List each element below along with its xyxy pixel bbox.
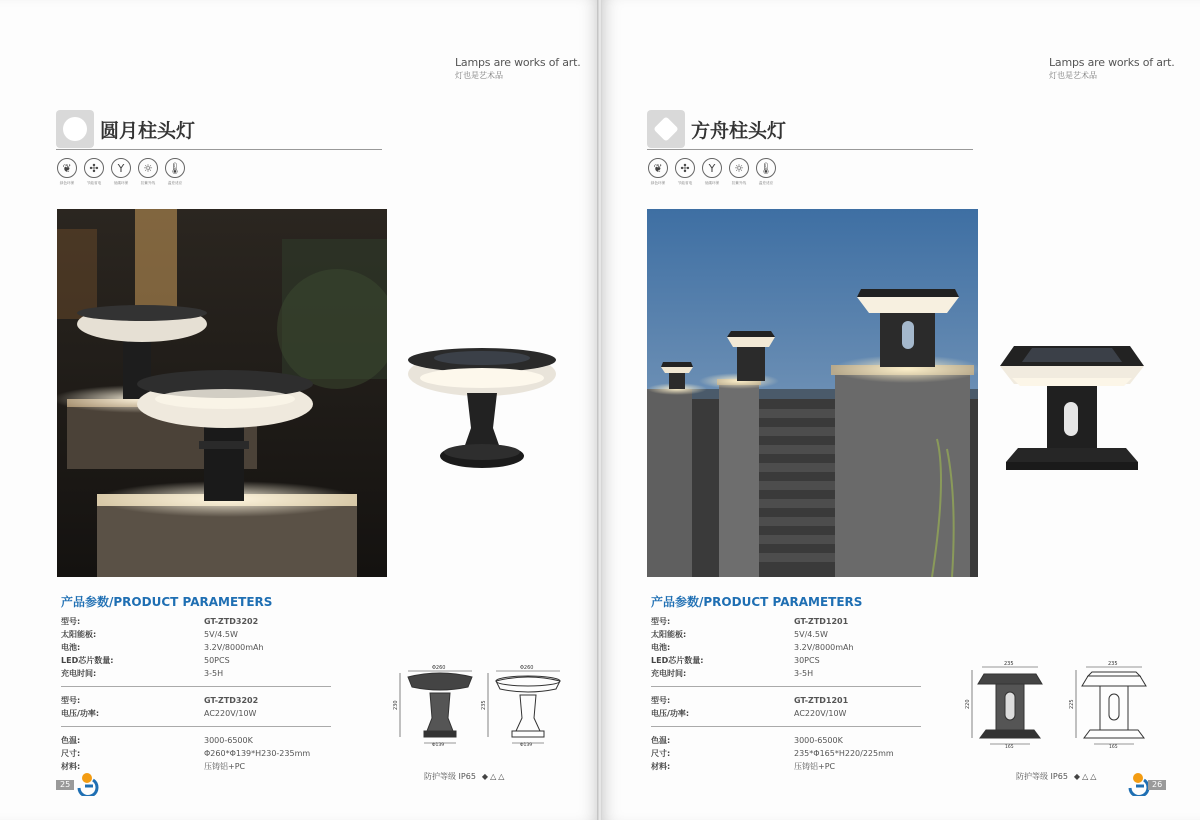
param-row: 充电时间: 3-5H <box>651 669 814 678</box>
ip-rating-text: 防护等级 IP65 <box>1016 772 1068 781</box>
product-title-block <box>647 110 973 150</box>
params-table <box>61 615 341 773</box>
diamond-icon: ◆ <box>481 772 489 781</box>
fan-icon: ✣ <box>84 158 104 178</box>
feature-thermometer: 🌡 温差适应 <box>756 158 776 186</box>
param-row: 尺寸: 235*Φ165*H220/225mm <box>651 749 894 758</box>
tagline <box>1049 56 1175 81</box>
feature-leaf: ❦ 绿色环保 <box>648 158 668 186</box>
warning-triangle-icon: △ <box>490 772 497 781</box>
square-shape-icon <box>647 110 685 148</box>
param-row: 型号: GT-ZTD3202 <box>61 696 259 705</box>
param-divider <box>61 686 331 687</box>
param-row: 太阳能板: 5V/4.5W <box>651 630 828 639</box>
tagline-cn: 灯也是艺术品 <box>1049 71 1097 80</box>
ip-rating <box>1016 771 1096 782</box>
feature-propeller: Y 低碳环保 <box>111 158 131 186</box>
drawing-label: 230 <box>393 700 399 710</box>
feature-sun: ☼ 抗紫外线 <box>729 158 749 186</box>
tagline <box>455 56 581 81</box>
param-divider <box>61 726 331 727</box>
param-row: LED芯片数量: 30PCS <box>651 656 820 665</box>
param-row: 尺寸: Φ260*Φ139*H230-235mm <box>61 749 311 758</box>
round-shape-icon <box>56 110 94 148</box>
param-row: 电池: 3.2V/8000mAh <box>651 643 854 652</box>
product-photo <box>992 340 1152 480</box>
page-number: 26 <box>1148 780 1166 790</box>
params-title: 产品参数/PRODUCT PARAMETERS <box>651 595 863 609</box>
page-number: 25 <box>56 780 74 790</box>
sun-icon: ☼ <box>729 158 749 178</box>
param-row: 型号: GT-ZTD3202 <box>61 617 259 626</box>
feature-leaf: ❦ 绿色环保 <box>57 158 77 186</box>
product-photo <box>405 338 560 473</box>
ip-rating-text: 防护等级 IP65 <box>424 772 476 781</box>
brand-logo <box>73 770 99 796</box>
right-page <box>602 0 1200 820</box>
param-row: 型号: GT-ZTD1201 <box>651 696 849 705</box>
leaf-icon: ❦ <box>648 158 668 178</box>
technical-drawing-2 <box>1064 660 1164 750</box>
technical-drawing-1 <box>960 660 1060 750</box>
tagline-en: Lamps are works of art. <box>1049 56 1175 69</box>
feature-sun: ☼ 抗紫外线 <box>138 158 158 186</box>
drawing-label: Φ260 <box>520 665 534 671</box>
product-title-block <box>56 110 382 150</box>
drawing-label: Φ139 <box>432 743 445 748</box>
param-divider <box>651 686 921 687</box>
drawing-label: 165 <box>1005 745 1014 750</box>
scene-photo <box>57 209 387 577</box>
propeller-icon: Y <box>702 158 722 178</box>
warning-triangle-icon: △ <box>1090 772 1097 781</box>
param-row: LED芯片数量: 50PCS <box>61 656 230 665</box>
fan-icon: ✣ <box>675 158 695 178</box>
warning-triangle-icon: △ <box>498 772 505 781</box>
technical-drawing-1 <box>390 663 490 748</box>
param-row: 材料: 压铸铝+PC <box>61 762 246 771</box>
technical-drawing-2 <box>478 663 578 748</box>
propeller-icon: Y <box>111 158 131 178</box>
feature-thermometer: 🌡 温差适应 <box>165 158 185 186</box>
warning-triangle-icon: △ <box>1082 772 1089 781</box>
tagline-en: Lamps are works of art. <box>455 56 581 69</box>
param-row: 太阳能板: 5V/4.5W <box>61 630 238 639</box>
drawing-label: Φ260 <box>432 665 446 671</box>
drawing-label: Φ139 <box>520 743 533 748</box>
param-row: 电压/功率: AC220V/10W <box>61 709 257 718</box>
title-divider <box>647 149 973 150</box>
params-title: 产品参数/PRODUCT PARAMETERS <box>61 595 273 609</box>
thermometer-icon: 🌡 <box>165 158 185 178</box>
certification-icons <box>1074 772 1096 781</box>
thermometer-icon: 🌡 <box>756 158 776 178</box>
tagline-cn: 灯也是艺术品 <box>455 71 503 80</box>
param-row: 充电时间: 3-5H <box>61 669 224 678</box>
page-title: 圆月柱头灯 <box>100 120 196 142</box>
feature-icons <box>57 158 185 186</box>
feature-fan: ✣ 节能省电 <box>84 158 104 186</box>
feature-fan: ✣ 节能省电 <box>675 158 695 186</box>
feature-icons <box>648 158 776 186</box>
title-divider <box>56 149 382 150</box>
drawing-label: 165 <box>1109 745 1118 750</box>
certification-icons <box>482 772 504 781</box>
param-row: 色温: 3000-6500K <box>651 736 843 745</box>
param-row: 型号: GT-ZTD1201 <box>651 617 849 626</box>
diamond-icon: ◆ <box>1073 772 1081 781</box>
page-title: 方舟柱头灯 <box>691 120 787 142</box>
drawing-label: 225 <box>1069 699 1075 709</box>
feature-propeller: Y 低碳环保 <box>702 158 722 186</box>
brand-logo <box>1124 770 1150 796</box>
drawing-label: 235 <box>1108 661 1118 667</box>
scene-photo <box>647 209 978 577</box>
drawing-label: 235 <box>481 700 487 710</box>
param-row: 材料: 压铸铝+PC <box>651 762 836 771</box>
param-row: 色温: 3000-6500K <box>61 736 253 745</box>
leaf-icon: ❦ <box>57 158 77 178</box>
drawing-label: 220 <box>965 699 971 709</box>
drawing-label: 235 <box>1004 661 1014 667</box>
param-divider <box>651 726 921 727</box>
left-page <box>0 0 598 820</box>
param-row: 电压/功率: AC220V/10W <box>651 709 847 718</box>
param-row: 电池: 3.2V/8000mAh <box>61 643 264 652</box>
sun-icon: ☼ <box>138 158 158 178</box>
params-table <box>651 615 931 773</box>
ip-rating <box>424 771 504 782</box>
